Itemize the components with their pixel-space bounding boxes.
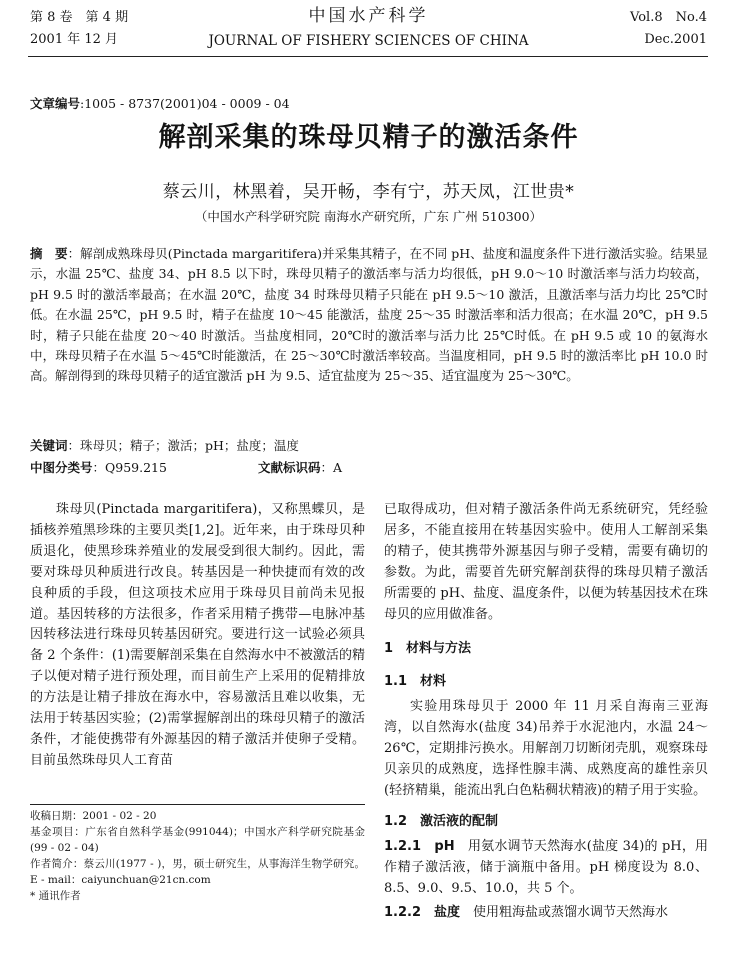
ph-paragraph [384, 837, 708, 900]
journal-name-cn: 中国水产科学 [308, 6, 429, 26]
footnotes [30, 808, 365, 904]
salinity-subheading: 1.2.2 盐度 [384, 905, 461, 921]
abstract-text: ：解剖成熟珠母贝(Pinctada margaritifera)并采集其精子，在不同 pH、盐度和温度条件下进行激活实验。结果显示，水温 25℃、盐度 34、pH 8.5 以下时，珠母贝精子的激活率与活力均很低，pH 9.0～10 时激活率与活力均较高，pH 9.5 时的激活率最高；在水温 20℃，盐度 34 时珠母贝精子只能在 pH 9.5～10 激活，且激活率与活力均比 25℃时低。在水温 25℃，pH 9.5 时，精子在盐度 10～45 能激活，盐度 25～35 时激活率和活力很高；在水温 20℃，pH 9.5 时，精子只能在盐度 20～40 时激活。当盐度相同，20℃时的激活率与活力比 25℃时低。在 pH 9.5 或 10 的氨海水中，珠母贝精子在水温 5～45℃时能激活，在 25～30℃时激活率较高。当温度相同，pH 9.5 时的激活率比 pH 10.0 时高。解剖得到的珠母贝精子的适宜激活 pH 为 9.5、适宜盐度为 25～35、适宜温度为 25～30℃。 [30, 246, 708, 384]
abstract [30, 244, 708, 387]
article-number-value: :1005 - 8737(2001)04 - 0009 - 04 [80, 96, 290, 111]
footnote-received: 收稿日期：2001 - 02 - 20 [30, 810, 157, 822]
footnote-rule [30, 804, 365, 805]
date-en: Dec.2001 [644, 32, 707, 47]
footnote-author: 作者简介：蔡云川(1977 - )，男，硕士研究生，从事海洋生物学研究。E - mail：caiyunchuan@21cn.com [30, 858, 365, 886]
keywords [30, 436, 299, 456]
left-column [30, 500, 365, 772]
affiliation: （中国水产科学研究院 南海水产研究所，广东 广州 510300） [194, 209, 543, 224]
salinity-paragraph [384, 903, 708, 924]
footnote-fund: 基金项目：广东省自然科学基金(991044)；中国水产科学研究院基金(99 - 02 - 04) [30, 826, 365, 854]
paper-title: 解剖采集的珠母贝精子的激活条件 [158, 122, 579, 153]
header-rule [28, 56, 708, 57]
ph-text: 用氨水调节天然海水(盐度 34)的 pH，用作精子激活液，储于滴瓶中备用。pH 梯度设为 8.0、8.5、9.0、9.5、10.0，共 5 个。 [384, 838, 709, 896]
abstract-label: 摘 要 [30, 246, 68, 261]
clc-label: 中图分类号 [30, 460, 93, 475]
salinity-text: 使用粗海盐或蒸馏水调节天然海水 [460, 905, 669, 921]
volume-en: Vol.8 No.4 [630, 10, 707, 25]
section-heading-solution: 1.2 激活液的配制 [384, 813, 499, 829]
materials-paragraph: 实验用珠母贝于 2000 年 11 月采自海南三亚海湾，以自然海水(盐度 34)吊养于水泥池内，水温 24～26℃，定期排污换水。用解剖刀切断闭壳肌，观察珠母贝亲贝的成熟度，选择性腺丰满、成熟度高的雄性亲贝(轻挤精巢，能流出乳白色粘稠状精液)的精子用于实验。 [384, 699, 708, 798]
author-list: 蔡云川，林黑着，吴开畅，李有宁，苏天凤，江世贵* [162, 182, 575, 202]
document-code-text: ：A [320, 460, 343, 475]
document-code [258, 458, 342, 478]
article-number [30, 94, 290, 114]
ph-subheading: 1.2.1 pH [384, 838, 455, 854]
document-code-label: 文献标识码 [258, 460, 321, 475]
intro-paragraph-continued: 已取得成功，但对精子激活条件尚无系统研究，凭经验居多，不能直接用在转基因实验中。使用人工解剖采集的精子，使其携带外源基因与卵子受精，需要有确切的参数。为此，需要首先研究解剖获得的珠母贝精子激活所需要的 pH、盐度、温度条件，以便为转基因技术在珠母贝的应用做准备。 [384, 502, 708, 622]
clc-text: ：Q959.215 [92, 460, 167, 475]
keywords-text: ：珠母贝；精子；激活；pH；盐度；温度 [67, 438, 299, 453]
section-heading-materials: 1.1 材料 [384, 674, 447, 690]
footnote-corresponding: * 通讯作者 [30, 890, 81, 902]
right-column [384, 500, 708, 924]
section-heading-methods: 1 材料与方法 [384, 641, 472, 657]
issue-volume: 第 8 卷 第 4 期 [30, 10, 129, 25]
article-number-label: 文章编号 [30, 96, 81, 111]
keywords-label: 关键词 [30, 438, 68, 453]
clc-number [30, 458, 167, 478]
journal-name-en: JOURNAL OF FISHERY SCIENCES OF CHINA [208, 33, 529, 49]
issue-date: 2001 年 12 月 [30, 32, 119, 47]
intro-paragraph: 珠母贝(Pinctada margaritifera)，又称黑蝶贝，是插核养殖黑珍珠的主要贝类[1,2]。近年来，由于珠母贝种质退化，使黑珍珠养殖业的发展受到很大制约。因此，需要对珠母贝种质进行改良。转基因是一种快捷而有效的改良种质的手段，但这项技术应用于珠母贝目前尚未见报道。基因转移的方法很多，作者采用精子携带—电脉冲基因转移法进行珠母贝转基因研究。要进行这一试验必须具备 2 个条件：(1)需要解剖采集在自然海水中不被激活的精子以便对精子进行预处理，而目前生产上采用的促精排放的方法是让精子排放在海水中，容易激活且难以收集，无法用于转基因实验；(2)需掌握解剖出的珠母贝精子的激活条件，才能使携带有外源基因的精子激活并使卵子受精。目前虽然珠母贝人工育苗 [30, 502, 365, 768]
